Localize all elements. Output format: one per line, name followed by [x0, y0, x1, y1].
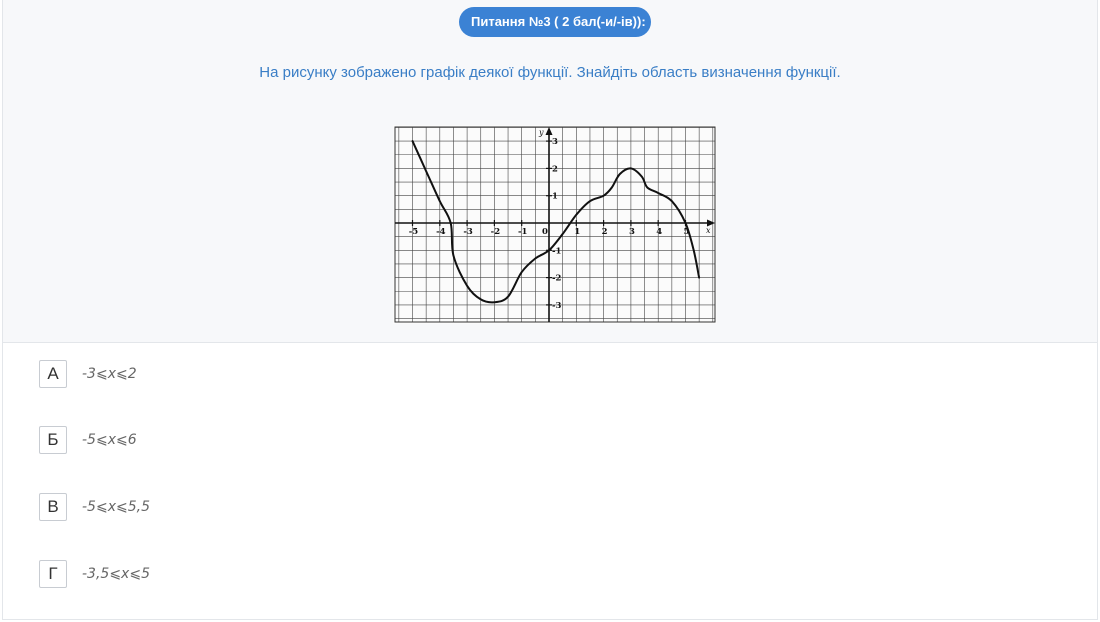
y-tick-label: 3: [552, 137, 558, 148]
answer-option-c[interactable]: [39, 493, 150, 521]
x-tick-label: -4: [436, 227, 446, 237]
y-tick-label: -3: [552, 300, 562, 311]
answer-text: -3,5⩽x⩽5: [82, 566, 150, 582]
answer-letter-box[interactable]: Г: [39, 560, 67, 588]
graph-axes: [395, 127, 715, 322]
y-axis-label: y: [539, 128, 544, 137]
graph-grid: [395, 127, 715, 322]
x-tick-label: 2: [601, 227, 608, 237]
x-tick-label: 0: [542, 227, 548, 237]
question-text: На рисунку зображено графік деякої функції. Знайдіть область визначення функції.: [259, 64, 841, 81]
answer-option-b[interactable]: [39, 426, 137, 454]
answer-option-a[interactable]: [39, 360, 137, 388]
y-tick-label: -2: [552, 273, 562, 284]
x-tick-label: -1: [517, 227, 528, 237]
y-tick-label: 1: [552, 191, 558, 202]
x-tick-label: -3: [463, 227, 473, 237]
x-tick-label: 4: [656, 227, 663, 237]
function-graph: [393, 125, 717, 324]
answer-letter-box[interactable]: В: [39, 493, 67, 521]
graph-svg: [393, 125, 717, 324]
question-block: [3, 0, 1097, 343]
x-tick-label: 1: [574, 227, 581, 237]
answer-letter-box[interactable]: Б: [39, 426, 67, 454]
answer-text: -3⩽x⩽2: [82, 366, 137, 382]
answer-text: -5⩽x⩽6: [82, 432, 137, 448]
answer-option-d[interactable]: [39, 560, 150, 588]
question-number-badge: Питання №3 ( 2 бал(-и/-ів)):: [459, 7, 651, 37]
answer-text: -5⩽x⩽5,5: [82, 499, 150, 515]
x-tick-label: -2: [490, 227, 501, 237]
y-axis-arrow: [546, 127, 553, 135]
y-tick-label: 2: [552, 164, 558, 175]
quiz-frame: [2, 0, 1098, 620]
answer-letter-box[interactable]: А: [39, 360, 67, 388]
x-tick-label: -5: [408, 227, 419, 237]
x-tick-label: 3: [628, 227, 635, 237]
x-tick-label: 5: [683, 227, 690, 237]
x-axis-label: x: [706, 226, 711, 235]
y-tick-label: -1: [552, 246, 562, 257]
grid-border: [395, 127, 715, 322]
